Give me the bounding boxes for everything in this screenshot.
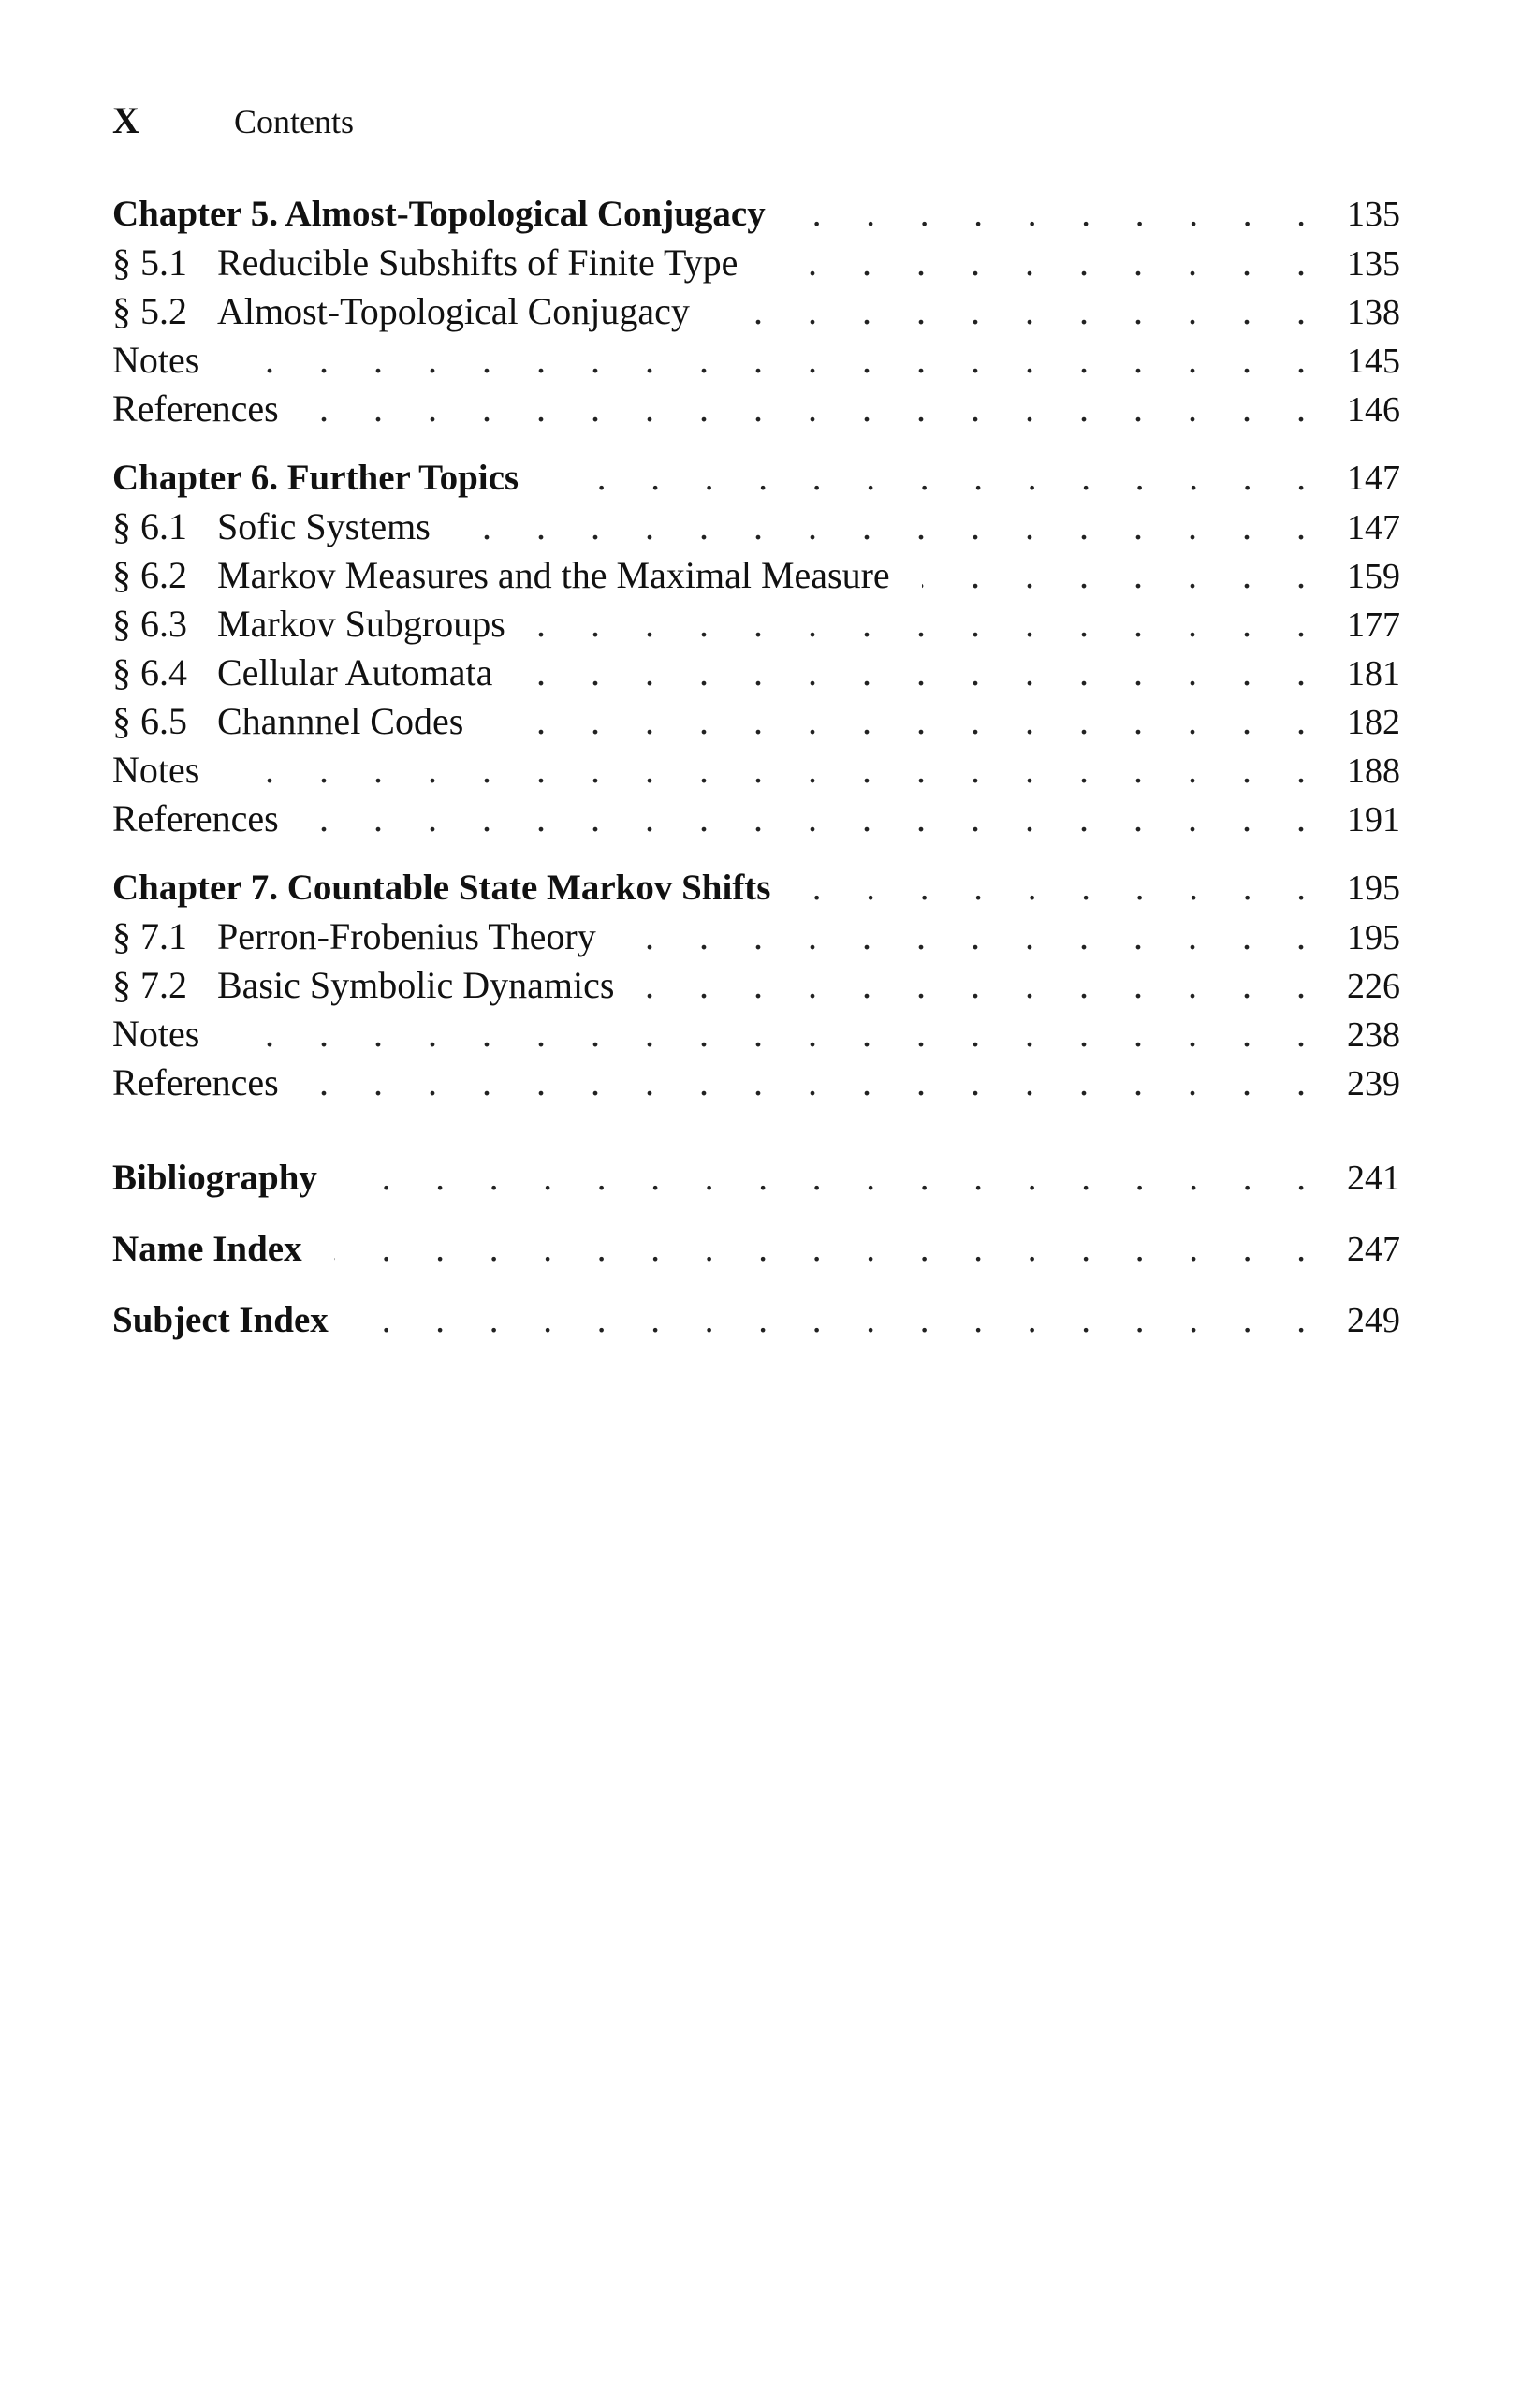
section-title: Notes — [112, 339, 200, 381]
backmatter-title: Subject Index — [112, 1300, 329, 1340]
dot-leader — [360, 1296, 1324, 1345]
dot-leader — [722, 287, 1324, 336]
dot-leader — [231, 336, 1324, 385]
dot-leader — [495, 697, 1324, 746]
dot-leader — [311, 385, 1324, 433]
toc-section-7-1[interactable] — [112, 912, 1400, 961]
page-number: 147 — [1347, 459, 1400, 498]
page-number: 135 — [1347, 244, 1400, 284]
toc-notes-6[interactable] — [112, 746, 1400, 795]
dot-leader — [769, 239, 1324, 287]
dot-leader — [646, 961, 1324, 1010]
section-number: § 7.1 — [112, 915, 187, 957]
dot-leader — [462, 503, 1324, 551]
section-number: § 6.2 — [112, 554, 187, 596]
page-number: 159 — [1347, 557, 1400, 596]
toc-references-7[interactable] — [112, 1058, 1400, 1107]
toc-chapter-6[interactable] — [112, 454, 1400, 503]
backmatter-title: Bibliography — [112, 1158, 317, 1198]
toc-chapter-7[interactable] — [112, 864, 1400, 912]
section-title: References — [112, 1061, 279, 1103]
section-number: § 6.5 — [112, 700, 187, 742]
section-title: Channnel Codes — [217, 700, 464, 742]
dot-leader — [797, 190, 1324, 239]
toc-references-5[interactable] — [112, 385, 1400, 433]
page-number: 146 — [1347, 390, 1400, 430]
page-number: 195 — [1347, 918, 1400, 957]
dot-leader — [349, 1154, 1324, 1203]
toc-section-5-1[interactable] — [112, 239, 1400, 287]
toc-references-6[interactable] — [112, 795, 1400, 843]
toc-subject-index[interactable] — [112, 1296, 1400, 1345]
page-number: 182 — [1347, 703, 1400, 742]
toc-name-index[interactable] — [112, 1225, 1400, 1274]
section-title: Markov Measures and the Maximal Measure — [217, 554, 890, 596]
section-number: § 6.1 — [112, 505, 187, 547]
section-title: Notes — [112, 749, 200, 791]
toc-bibliography[interactable] — [112, 1154, 1400, 1203]
section-title: Cellular Automata — [217, 651, 493, 693]
dot-leader — [334, 1225, 1324, 1274]
page-number: 145 — [1347, 342, 1400, 381]
section-title: Basic Symbolic Dynamics — [217, 964, 615, 1006]
toc-section-6-5[interactable] — [112, 697, 1400, 746]
section-number: § 5.2 — [112, 290, 187, 332]
section-title: Reducible Subshifts of Finite Type — [217, 241, 739, 284]
section-title: Perron-Frobenius Theory — [217, 915, 596, 957]
toc-notes-7[interactable] — [112, 1010, 1400, 1058]
dot-leader — [537, 600, 1324, 649]
section-title: Almost-Topological Conjugacy — [217, 290, 690, 332]
dot-leader — [524, 649, 1324, 697]
page-number: 226 — [1347, 967, 1400, 1006]
chapter-title: Chapter 7. Countable State Markov Shifts — [112, 868, 771, 908]
section-title: References — [112, 797, 279, 839]
page-number: 241 — [1347, 1159, 1400, 1198]
dot-leader — [922, 551, 1324, 600]
page-number: 191 — [1347, 800, 1400, 839]
page-number: 188 — [1347, 752, 1400, 791]
toc-section-6-2[interactable] — [112, 551, 1400, 600]
toc-section-5-2[interactable] — [112, 287, 1400, 336]
running-head-title: Contents — [234, 103, 355, 140]
page-number: 135 — [1347, 195, 1400, 234]
dot-leader — [311, 1058, 1324, 1107]
toc-section-7-2[interactable] — [112, 961, 1400, 1010]
section-title: References — [112, 387, 279, 430]
page-number: 239 — [1347, 1064, 1400, 1103]
dot-leader — [550, 454, 1324, 503]
toc-section-6-1[interactable] — [112, 503, 1400, 551]
chapter-title: Chapter 6. Further Topics — [112, 458, 519, 498]
toc-notes-5[interactable] — [112, 336, 1400, 385]
section-number: § 5.1 — [112, 241, 187, 284]
section-title: Markov Subgroups — [217, 603, 505, 645]
toc-section-6-4[interactable] — [112, 649, 1400, 697]
page-number: 177 — [1347, 606, 1400, 645]
toc-section-6-3[interactable] — [112, 600, 1400, 649]
page-number: 249 — [1347, 1301, 1400, 1340]
running-head — [112, 98, 1400, 154]
dot-leader — [802, 864, 1324, 912]
page-number: 238 — [1347, 1015, 1400, 1055]
dot-leader — [628, 912, 1324, 961]
section-number: § 7.2 — [112, 964, 187, 1006]
dot-leader — [231, 746, 1324, 795]
contents-page — [112, 98, 1400, 1345]
section-number: § 6.4 — [112, 651, 187, 693]
section-title: Sofic Systems — [217, 505, 431, 547]
page-number: 247 — [1347, 1230, 1400, 1269]
section-title: Notes — [112, 1013, 200, 1055]
backmatter-title: Name Index — [112, 1229, 302, 1269]
page-number: 195 — [1347, 868, 1400, 908]
toc-chapter-5[interactable] — [112, 190, 1400, 239]
page-folio: X — [112, 99, 139, 141]
dot-leader — [231, 1010, 1324, 1058]
page-number: 181 — [1347, 654, 1400, 693]
dot-leader — [311, 795, 1324, 843]
page-number: 147 — [1347, 508, 1400, 547]
page-number: 138 — [1347, 293, 1400, 332]
chapter-title: Chapter 5. Almost-Topological Conjugacy — [112, 194, 766, 234]
section-number: § 6.3 — [112, 603, 187, 645]
